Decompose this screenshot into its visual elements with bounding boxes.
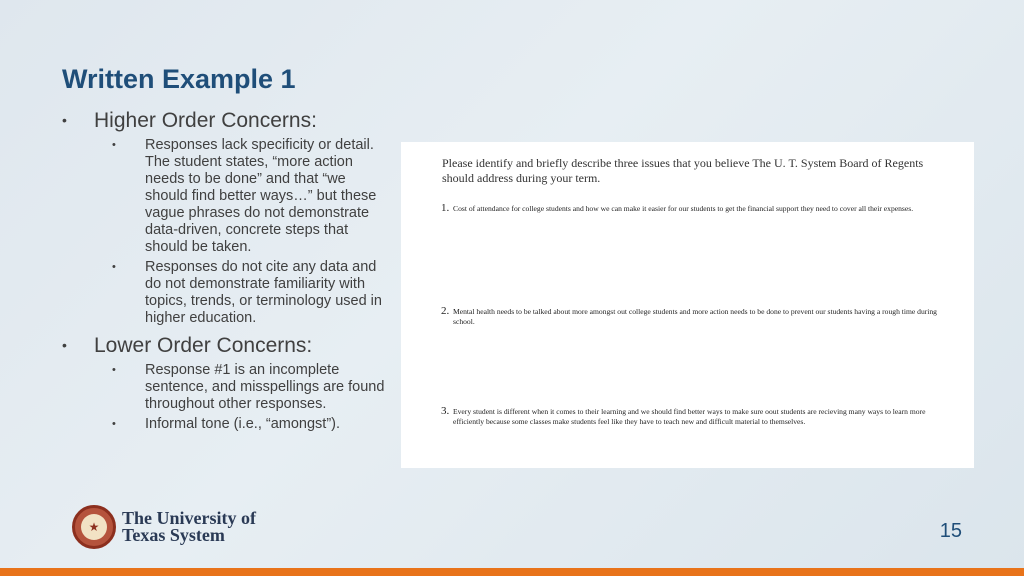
list-item xyxy=(62,137,392,256)
bullet-list xyxy=(62,108,392,439)
response-number: 3. xyxy=(441,405,450,417)
student-response-image xyxy=(401,142,974,468)
response-item xyxy=(441,307,941,327)
higher-order-heading-text: Higher Order Concerns: xyxy=(94,109,317,132)
higher-order-heading xyxy=(62,108,392,133)
response-item xyxy=(441,407,941,427)
list-item-text: Response #1 is an incomplete sentence, and misspellings are found throughout other responses. xyxy=(145,362,385,412)
response-item xyxy=(441,204,941,214)
logo-wordmark xyxy=(122,510,256,544)
response-text: Mental health needs to be talked about more amongst out college students and more action needs to be done to prevent our students having a rough time during school. xyxy=(453,307,937,326)
list-item xyxy=(62,416,392,433)
list-item-text: Responses lack specificity or detail. The student states, “more action needs to be done” and that “we should find better ways…” but these vague phrases do not demonstrate data-driven, concrete steps that should be taken. xyxy=(145,137,377,255)
lower-order-heading-text: Lower Order Concerns: xyxy=(94,334,313,357)
list-item xyxy=(62,362,392,413)
bullet-icon: • xyxy=(112,139,116,151)
logo-line-2: Texas System xyxy=(122,525,225,545)
list-item xyxy=(62,259,392,327)
bullet-icon: • xyxy=(62,337,67,353)
logo-line-1: The University of xyxy=(122,508,256,528)
lower-order-group xyxy=(62,333,392,433)
response-number: 1. xyxy=(441,202,450,214)
higher-order-group xyxy=(62,108,392,327)
response-text: Every student is different when it comes to their learning and we should find better ways to make sure oout students are recieving many ways to learn more efficiently because some classes make students feel like they have to teach new and difficult material to themselves. xyxy=(453,407,926,426)
page-number: 15 xyxy=(939,520,962,542)
list-item-text: Informal tone (i.e., “amongst”). xyxy=(145,416,341,432)
list-item-text: Responses do not cite any data and do not demonstrate familiarity with topics, trends, or terminology used in higher education. xyxy=(145,259,382,326)
university-seal-icon: ★ xyxy=(72,505,116,549)
bullet-icon: • xyxy=(62,112,67,128)
response-prompt: Please identify and briefly describe three issues that you believe The U. T. System Board of Regents should address during your term. xyxy=(442,156,924,185)
bullet-icon: • xyxy=(112,261,116,273)
ut-system-logo xyxy=(72,505,256,549)
response-text: Cost of attendance for college students and how we can make it easier for our students to get the financial support they need to cover all their expenses. xyxy=(453,204,914,213)
bullet-icon: • xyxy=(112,364,116,376)
footer-accent-bar xyxy=(0,568,1024,576)
response-number: 2. xyxy=(441,305,450,317)
bullet-icon: • xyxy=(112,418,116,430)
slide-title: Written Example 1 xyxy=(62,64,296,94)
lower-order-heading xyxy=(62,333,392,358)
